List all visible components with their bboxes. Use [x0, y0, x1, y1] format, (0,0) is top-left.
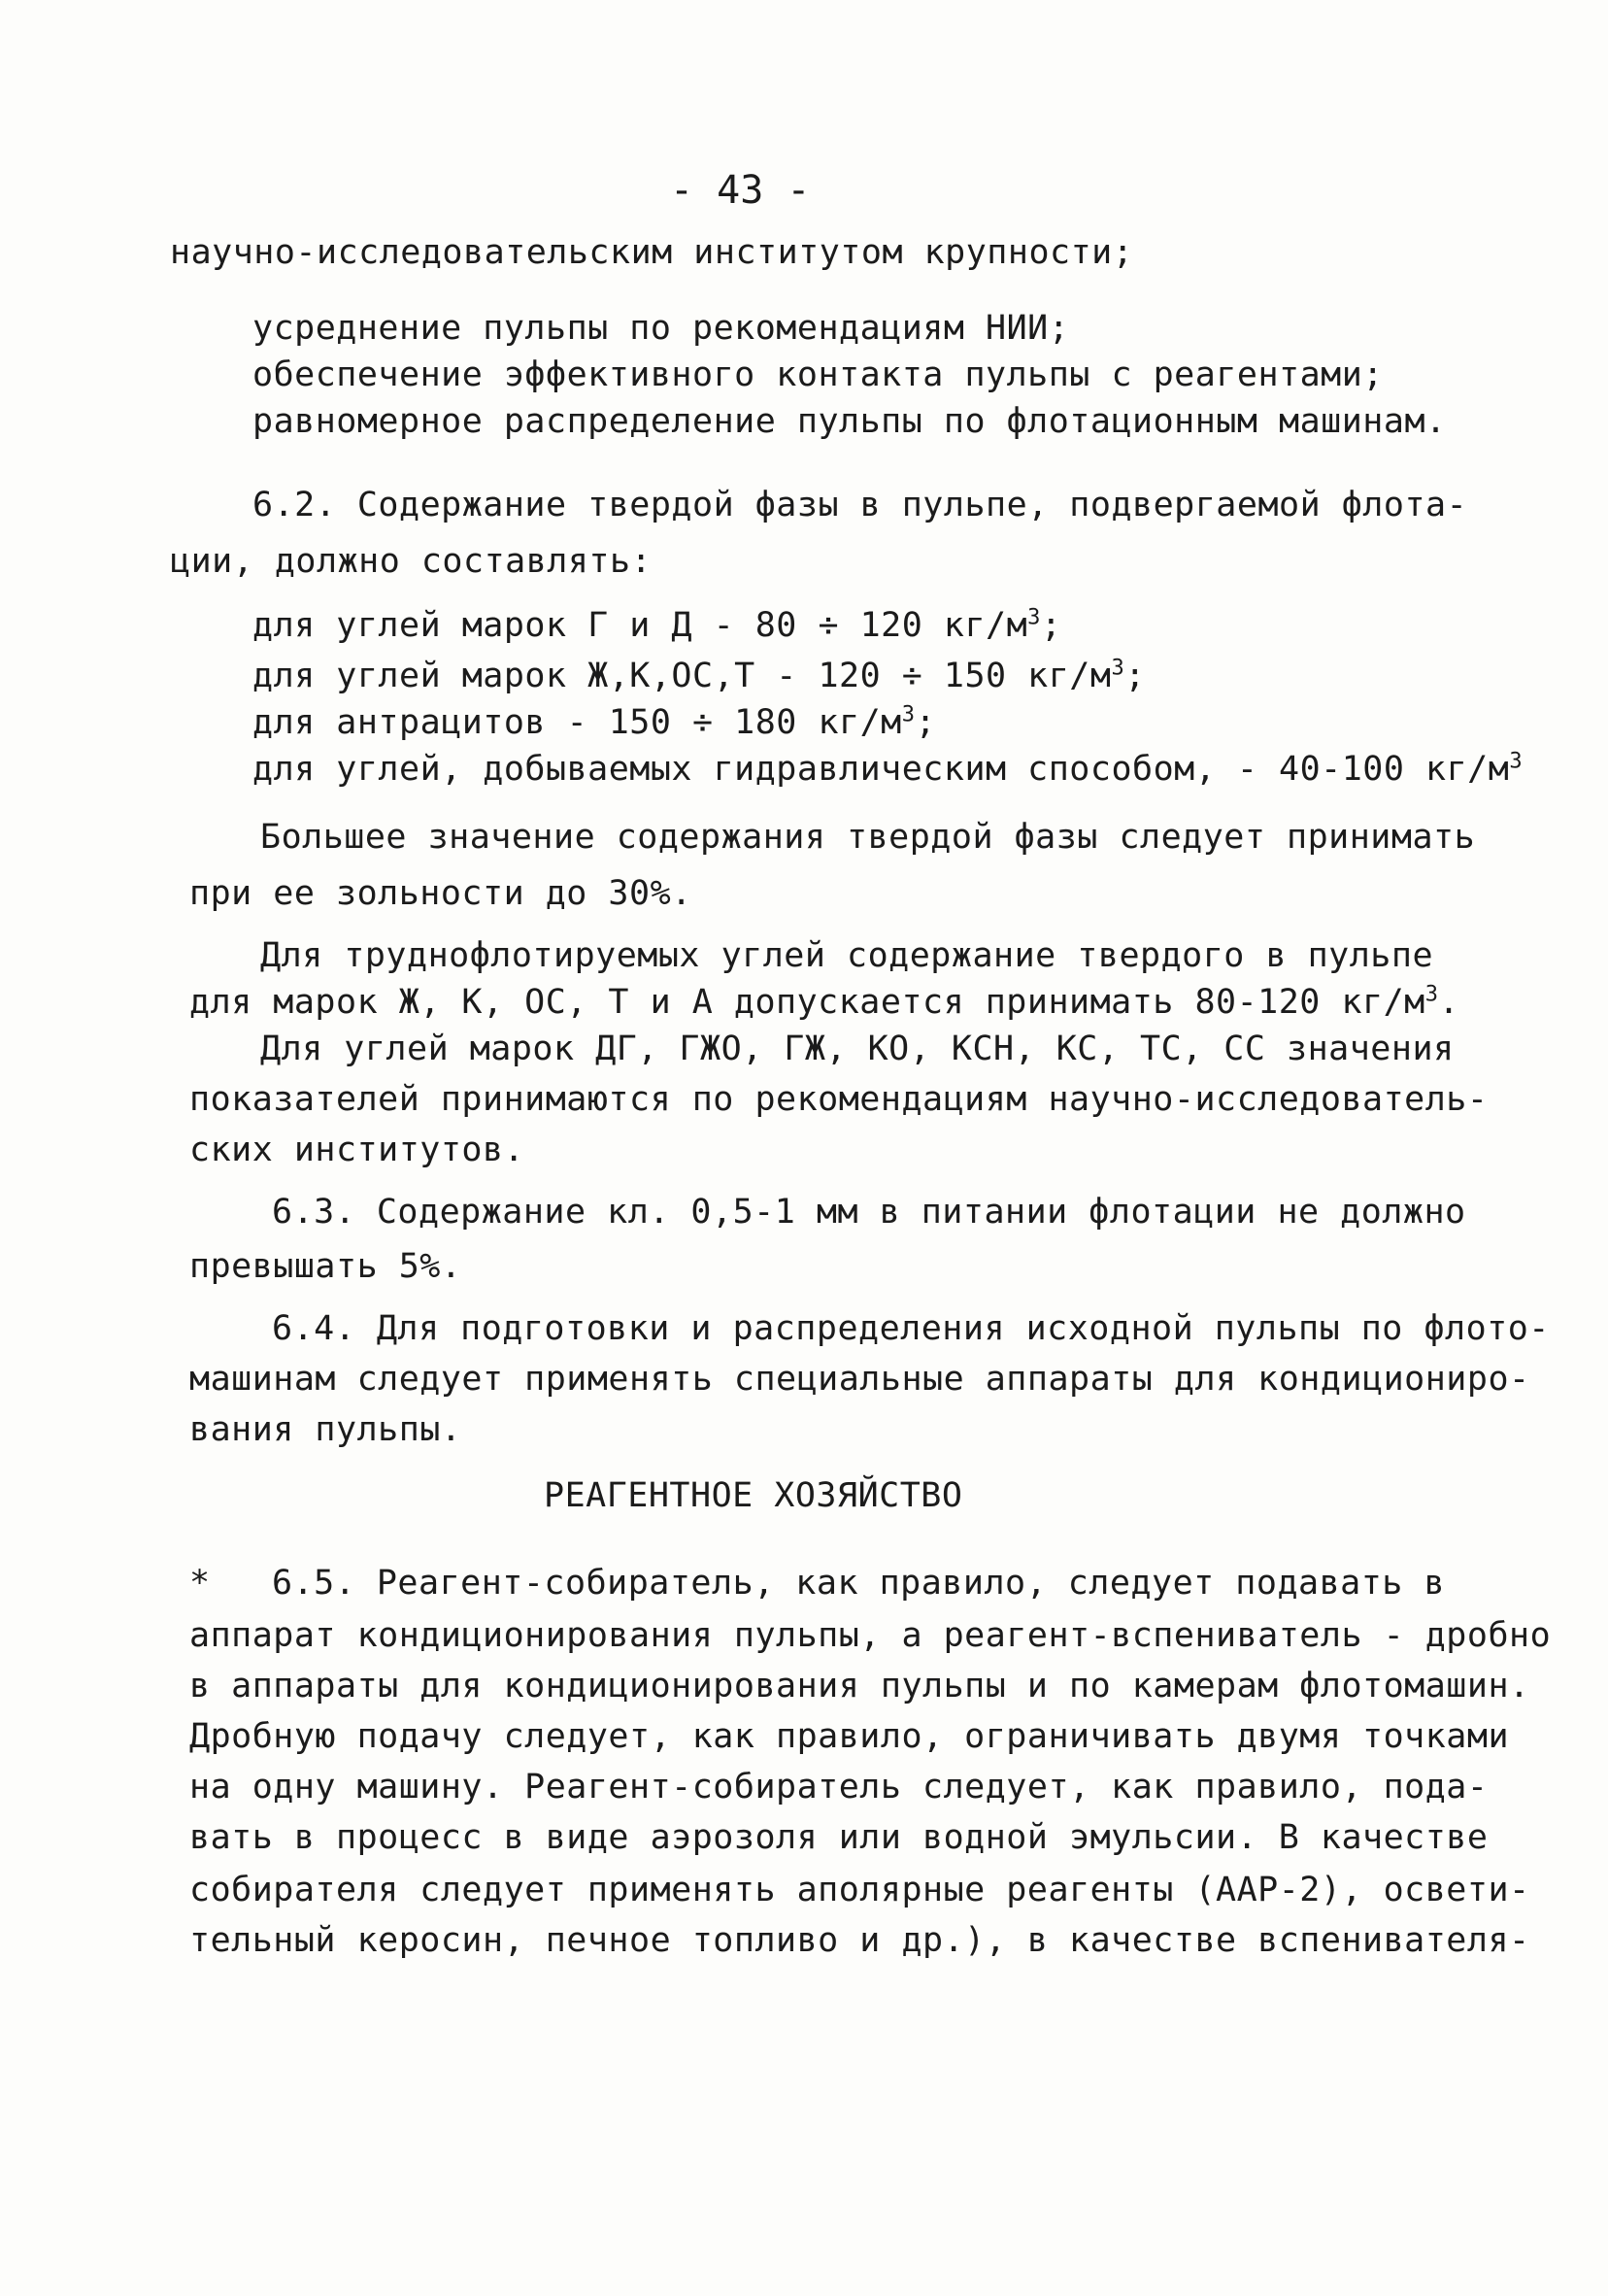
solids-row-anthracite: для антрацитов - 150 ÷ 180 $кг/м^3$; [252, 702, 937, 742]
ash-paragraph-line-2: при ее зольности до 30%. [189, 874, 692, 913]
section-6-5-line-1: 6.5. Реагент-собиратель, как правило, следует подавать в [272, 1564, 1446, 1603]
section-6-2-line-2: ции, должно составлять: [170, 542, 653, 581]
list-item-pulp-averaging: усреднение пульпы по рекомендациям НИИ; [252, 309, 1070, 348]
section-6-2-line-1: 6.2. Содержание твердой фазы в пульпе, подвергаемой флота- [252, 486, 1468, 524]
section-6-3-line-1: 6.3. Содержание кл. 0,5-1 мм в питании флотации не должно [272, 1193, 1466, 1232]
section-heading: РЕАГЕНТНОЕ ХОЗЯЙСТВО [544, 1476, 963, 1515]
solids-row-g-d: для углей марок Г и Д - 80 ÷ 120 $кг/м^3$; [252, 605, 1062, 645]
hard-float-line-1: Для труднофлотируемых углей содержание твердого в пульпе [260, 936, 1434, 975]
section-6-5-line-4: Дробную подачу следует, как правило, ограничивать двумя точками [189, 1717, 1510, 1756]
list-item-pulp-distribution: равномерное распределение пульпы по флотационным машинам. [252, 402, 1447, 441]
section-6-5-line-2: аппарат кондиционирования пульпы, а реагент-вспениватель - дробно [189, 1616, 1552, 1655]
section-6-5-marker: * [189, 1564, 211, 1603]
solids-row-hydraulic: для углей, добываемых гидравлическим способом, - 40-100 $кг/м^3$ [252, 749, 1524, 789]
section-6-4-line-1: 6.4. Для подготовки и распределения исходной пульпы по флото- [272, 1309, 1550, 1348]
ash-paragraph-line-1: Большее значение содержания твердой фазы следует принимать [260, 818, 1476, 857]
section-6-5-line-6: вать в процесс в виде аэрозоля или водной эмульсии. В качестве [189, 1818, 1489, 1857]
section-6-3-line-2: превышать 5%. [189, 1247, 462, 1286]
section-6-4-line-3: вания пульпы. [189, 1410, 462, 1449]
section-6-5-line-5: на одну машину. Реагент-собиратель следует, как правило, пода- [189, 1768, 1489, 1806]
section-6-5-line-3: в аппараты для кондиционирования пульпы и по камерам флотомашин. [189, 1667, 1530, 1705]
grades-line-2: показателей принимаются по рекомендациям научно-исследователь- [189, 1080, 1489, 1119]
solids-row-zh-k-os-t: для углей марок Ж,К,ОС,Т - 120 ÷ 150 $кг/м^3$; [252, 656, 1146, 695]
intro-line-1: научно-исследовательским институтом крупности; [170, 233, 1134, 272]
grades-line-1: Для углей марок ДГ, ГЖО, ГЖ, КО, КСН, КС, ТС, СС значения [260, 1030, 1455, 1068]
grades-line-3: ских институтов. [189, 1131, 525, 1169]
section-6-5-line-7: собирателя следует применять аполярные реагенты (ААР-2), освети- [189, 1871, 1530, 1909]
hard-float-line-2: для марок Ж, К, ОС, Т и А допускается принимать 80-120 $кг/м^3$. [189, 982, 1460, 1022]
list-item-reagent-contact: обеспечение эффективного контакта пульпы с реагентами; [252, 355, 1384, 394]
section-6-4-line-2: машинам следует применять специальные аппараты для кондициониро- [189, 1360, 1530, 1399]
page-number: - 43 - [670, 168, 811, 213]
section-6-5-line-8: тельный керосин, печное топливо и др.), в качестве вспенивателя- [189, 1921, 1530, 1960]
